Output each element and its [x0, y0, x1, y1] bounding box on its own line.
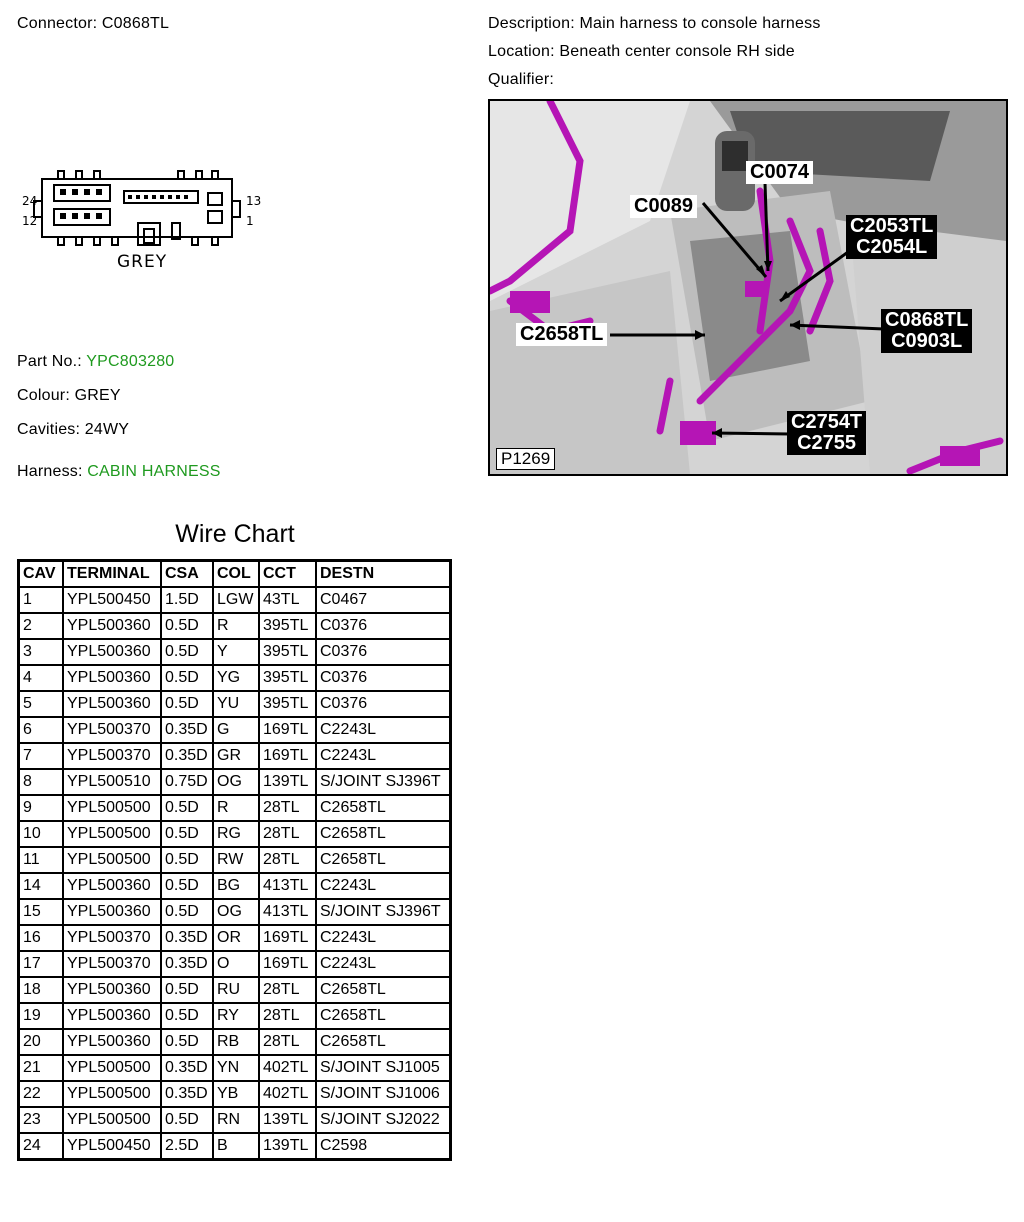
table-row	[19, 613, 451, 639]
description: Description: Main harness to console harness	[488, 15, 821, 32]
part-number-label: Part No.:	[17, 353, 82, 370]
cell-terminal: YPL500360	[63, 665, 161, 691]
cell-cct: 395TL	[259, 613, 316, 639]
cell-cav: 17	[19, 951, 64, 977]
cell-cav: 19	[19, 1003, 64, 1029]
cell-cct: 169TL	[259, 925, 316, 951]
header-cav: CAV	[19, 561, 64, 588]
cell-terminal: YPL500360	[63, 899, 161, 925]
table-row	[19, 795, 451, 821]
cell-csa: 0.5D	[161, 639, 213, 665]
cell-cct: 139TL	[259, 769, 316, 795]
cell-col: YG	[213, 665, 259, 691]
header-col: COL	[213, 561, 259, 588]
cell-csa: 0.5D	[161, 873, 213, 899]
cell-cav: 5	[19, 691, 64, 717]
cell-destn: C2598	[316, 1133, 451, 1160]
cell-terminal: YPL500360	[63, 1029, 161, 1055]
header-csa: CSA	[161, 561, 213, 588]
table-row	[19, 1081, 451, 1107]
cavities: Cavities: 24WY	[17, 421, 130, 438]
cell-destn: S/JOINT SJ396T	[316, 769, 451, 795]
cell-cct: 169TL	[259, 717, 316, 743]
cell-cct: 139TL	[259, 1133, 316, 1160]
cell-col: YB	[213, 1081, 259, 1107]
cell-cct: 28TL	[259, 795, 316, 821]
cell-csa: 0.5D	[161, 613, 213, 639]
cell-terminal: YPL500370	[63, 717, 161, 743]
table-row	[19, 639, 451, 665]
table-row	[19, 1003, 451, 1029]
cell-terminal: YPL500360	[63, 639, 161, 665]
cell-terminal: YPL500500	[63, 1107, 161, 1133]
cell-cav: 4	[19, 665, 64, 691]
cell-terminal: YPL500360	[63, 873, 161, 899]
location-photo	[488, 99, 1008, 476]
cell-cav: 21	[19, 1055, 64, 1081]
cell-cav: 24	[19, 1133, 64, 1160]
cell-col: RY	[213, 1003, 259, 1029]
header-terminal: TERMINAL	[63, 561, 161, 588]
table-row	[19, 587, 451, 613]
cell-terminal: YPL500370	[63, 951, 161, 977]
cell-destn: C2243L	[316, 951, 451, 977]
cell-terminal: YPL500360	[63, 613, 161, 639]
cell-cct: 28TL	[259, 821, 316, 847]
cell-destn: C2658TL	[316, 847, 451, 873]
callout-c0868tl-line2: C0903L	[891, 330, 963, 352]
table-row	[19, 951, 451, 977]
table-header-row	[19, 561, 451, 588]
cell-destn: C2243L	[316, 717, 451, 743]
cell-csa: 0.75D	[161, 769, 213, 795]
cell-destn: C2658TL	[316, 1029, 451, 1055]
cell-destn: C0467	[316, 587, 451, 613]
part-number-value[interactable]: YPC803280	[86, 353, 175, 370]
callout-c2053tl	[846, 215, 937, 259]
table-row	[19, 1133, 451, 1160]
cell-cct: 402TL	[259, 1055, 316, 1081]
cell-col: YN	[213, 1055, 259, 1081]
connector-face-diagram	[20, 165, 270, 275]
callout-c2754t-line1: C2754T	[791, 411, 863, 433]
cell-col: R	[213, 613, 259, 639]
cell-csa: 0.35D	[161, 951, 213, 977]
cell-cav: 20	[19, 1029, 64, 1055]
callout-c2053tl-line2: C2054L	[856, 236, 928, 258]
pin-1-label: 1	[246, 214, 254, 228]
cell-col: R	[213, 795, 259, 821]
table-row	[19, 977, 451, 1003]
cell-csa: 0.35D	[161, 717, 213, 743]
cell-cct: 395TL	[259, 665, 316, 691]
cell-csa: 1.5D	[161, 587, 213, 613]
callout-c2658tl: C2658TL	[516, 323, 607, 346]
cell-csa: 0.5D	[161, 1003, 213, 1029]
cell-cct: 413TL	[259, 899, 316, 925]
cell-cct: 402TL	[259, 1081, 316, 1107]
cell-csa: 0.5D	[161, 821, 213, 847]
pin-13-label: 13	[246, 194, 262, 208]
cell-cav: 16	[19, 925, 64, 951]
cell-col: OR	[213, 925, 259, 951]
table-row	[19, 1029, 451, 1055]
cell-terminal: YPL500510	[63, 769, 161, 795]
cell-csa: 0.35D	[161, 925, 213, 951]
cell-cav: 7	[19, 743, 64, 769]
cell-terminal: YPL500450	[63, 587, 161, 613]
callout-c0089: C0089	[630, 195, 697, 218]
cell-destn: S/JOINT SJ1006	[316, 1081, 451, 1107]
cell-terminal: YPL500500	[63, 795, 161, 821]
cell-cct: 395TL	[259, 639, 316, 665]
cell-destn: S/JOINT SJ396T	[316, 899, 451, 925]
cell-cav: 9	[19, 795, 64, 821]
table-row	[19, 743, 451, 769]
cell-cav: 1	[19, 587, 64, 613]
cell-cav: 14	[19, 873, 64, 899]
cell-cav: 3	[19, 639, 64, 665]
cell-cav: 22	[19, 1081, 64, 1107]
part-number	[17, 352, 174, 372]
cell-destn: C2243L	[316, 925, 451, 951]
cell-destn: C2658TL	[316, 795, 451, 821]
wire-chart-body	[19, 587, 451, 1160]
callout-c0868tl	[881, 309, 972, 353]
cell-destn: C0376	[316, 691, 451, 717]
qualifier: Qualifier:	[488, 71, 555, 88]
cell-cav: 18	[19, 977, 64, 1003]
callout-c2754t	[787, 411, 866, 455]
table-row	[19, 847, 451, 873]
cell-csa: 0.5D	[161, 795, 213, 821]
cell-cct: 28TL	[259, 1003, 316, 1029]
cell-col: OG	[213, 899, 259, 925]
cell-cav: 23	[19, 1107, 64, 1133]
cell-csa: 0.5D	[161, 899, 213, 925]
cell-terminal: YPL500500	[63, 1081, 161, 1107]
table-row	[19, 769, 451, 795]
cell-terminal: YPL500500	[63, 821, 161, 847]
cell-destn: C2658TL	[316, 1003, 451, 1029]
cell-col: RN	[213, 1107, 259, 1133]
cell-col: RW	[213, 847, 259, 873]
location: Location: Beneath center console RH side	[488, 43, 795, 60]
cell-cav: 6	[19, 717, 64, 743]
cell-col: LGW	[213, 587, 259, 613]
cell-terminal: YPL500360	[63, 977, 161, 1003]
cell-csa: 0.5D	[161, 1029, 213, 1055]
cell-col: YU	[213, 691, 259, 717]
cell-cav: 8	[19, 769, 64, 795]
cell-destn: C0376	[316, 639, 451, 665]
cell-csa: 0.5D	[161, 665, 213, 691]
cell-csa: 0.5D	[161, 977, 213, 1003]
callout-c0868tl-line1: C0868TL	[885, 309, 969, 331]
cell-col: Y	[213, 639, 259, 665]
cell-col: RU	[213, 977, 259, 1003]
cell-cav: 11	[19, 847, 64, 873]
cell-destn: C2243L	[316, 743, 451, 769]
cell-csa: 0.35D	[161, 743, 213, 769]
harness	[17, 462, 221, 482]
wire-chart-table	[17, 559, 452, 1161]
cell-cct: 139TL	[259, 1107, 316, 1133]
cell-cav: 2	[19, 613, 64, 639]
cell-destn: C0376	[316, 665, 451, 691]
cell-destn: C2658TL	[316, 977, 451, 1003]
colour: Colour: GREY	[17, 387, 121, 404]
cell-csa: 0.5D	[161, 691, 213, 717]
connector-id: Connector: C0868TL	[17, 15, 170, 32]
cell-cct: 413TL	[259, 873, 316, 899]
cell-destn: C0376	[316, 613, 451, 639]
cell-terminal: YPL500360	[63, 691, 161, 717]
wire-chart-title: Wire Chart	[175, 520, 295, 548]
cell-destn: S/JOINT SJ2022	[316, 1107, 451, 1133]
table-row	[19, 1107, 451, 1133]
cell-cct: 169TL	[259, 951, 316, 977]
table-row	[19, 1055, 451, 1081]
cell-csa: 0.35D	[161, 1081, 213, 1107]
connector-color-label: GREY	[117, 252, 168, 272]
cell-csa: 0.5D	[161, 1107, 213, 1133]
cell-csa: 0.35D	[161, 1055, 213, 1081]
callout-c2053tl-line1: C2053TL	[850, 215, 934, 237]
cell-col: G	[213, 717, 259, 743]
cell-terminal: YPL500360	[63, 1003, 161, 1029]
table-row	[19, 925, 451, 951]
cell-cct: 28TL	[259, 977, 316, 1003]
cell-csa: 2.5D	[161, 1133, 213, 1160]
harness-label: Harness:	[17, 463, 83, 480]
header-cct: CCT	[259, 561, 316, 588]
cell-terminal: YPL500500	[63, 847, 161, 873]
cell-cct: 28TL	[259, 1029, 316, 1055]
cell-cct: 28TL	[259, 847, 316, 873]
cell-cct: 43TL	[259, 587, 316, 613]
cell-cav: 10	[19, 821, 64, 847]
cell-terminal: YPL500450	[63, 1133, 161, 1160]
cell-destn: C2658TL	[316, 821, 451, 847]
cell-cct: 395TL	[259, 691, 316, 717]
callout-c2754t-line2: C2755	[797, 432, 857, 454]
cell-col: GR	[213, 743, 259, 769]
cell-terminal: YPL500370	[63, 743, 161, 769]
cell-destn: C2243L	[316, 873, 451, 899]
table-row	[19, 899, 451, 925]
cell-terminal: YPL500370	[63, 925, 161, 951]
cell-col: B	[213, 1133, 259, 1160]
pin-24-label: 24	[22, 194, 38, 208]
cell-cav: 15	[19, 899, 64, 925]
cell-terminal: YPL500500	[63, 1055, 161, 1081]
photo-reference: P1269	[496, 448, 555, 470]
cell-col: RG	[213, 821, 259, 847]
cell-col: O	[213, 951, 259, 977]
harness-value[interactable]: CABIN HARNESS	[87, 463, 221, 480]
callout-c0074: C0074	[746, 161, 813, 184]
table-row	[19, 821, 451, 847]
cell-col: OG	[213, 769, 259, 795]
cell-col: RB	[213, 1029, 259, 1055]
header-destn: DESTN	[316, 561, 451, 588]
table-row	[19, 691, 451, 717]
table-row	[19, 665, 451, 691]
pin-12-label: 12	[22, 214, 38, 228]
cell-cct: 169TL	[259, 743, 316, 769]
cell-col: BG	[213, 873, 259, 899]
cell-csa: 0.5D	[161, 847, 213, 873]
table-row	[19, 717, 451, 743]
cell-destn: S/JOINT SJ1005	[316, 1055, 451, 1081]
table-row	[19, 873, 451, 899]
